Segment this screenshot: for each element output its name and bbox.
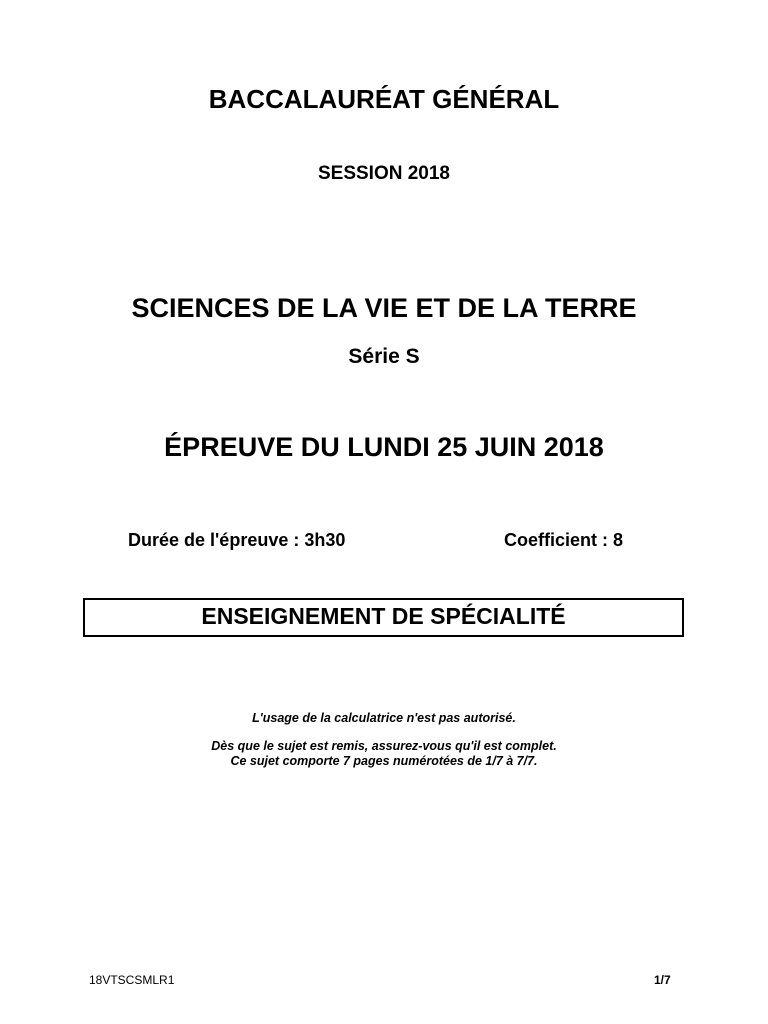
completeness-notice: Dès que le sujet est remis, assurez-vous qu'il est complet. bbox=[211, 739, 557, 753]
exam-title: BACCALAURÉAT GÉNÉRAL bbox=[208, 84, 560, 114]
session-label: SESSION 2018 bbox=[317, 163, 451, 184]
subject-title: SCIENCES DE LA VIE ET DE LA TERRE bbox=[131, 293, 637, 323]
exam-coefficient: Coefficient : 8 bbox=[504, 530, 624, 550]
page-number: 1/7 bbox=[654, 973, 671, 987]
specialty-label: ENSEIGNEMENT DE SPÉCIALITÉ bbox=[201, 603, 566, 629]
specialty-box bbox=[83, 598, 684, 637]
exam-date: ÉPREUVE DU LUNDI 25 JUIN 2018 bbox=[164, 432, 604, 462]
series-label: Série S bbox=[348, 345, 420, 368]
page-count-notice: Ce sujet comporte 7 pages numérotées de 1/7 à 7/7. bbox=[230, 754, 538, 768]
calculator-notice: L'usage de la calculatrice n'est pas autorisé. bbox=[252, 711, 516, 725]
document-code: 18VTSCSMLR1 bbox=[89, 973, 175, 987]
exam-duration: Durée de l'épreuve : 3h30 bbox=[128, 530, 346, 550]
